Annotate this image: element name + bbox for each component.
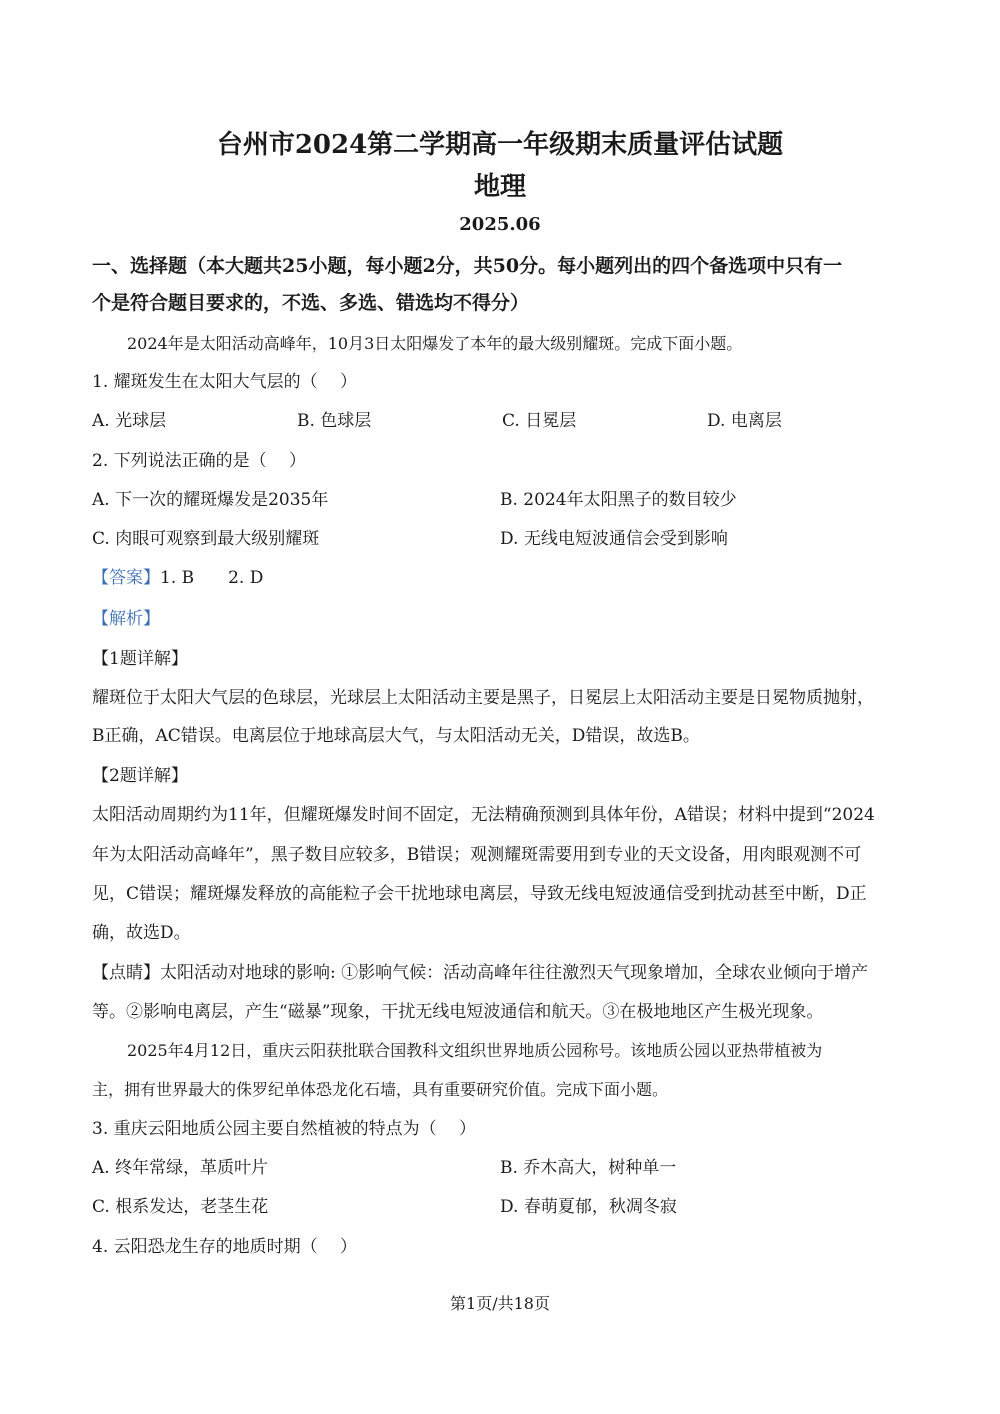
exam-date: 2025.06 xyxy=(459,214,541,235)
question-2-stem: 2. 下列说法正确的是（ ） xyxy=(92,451,307,471)
question-2-options-row1 xyxy=(92,488,912,512)
question-3-stem: 3. 重庆云阳地质公园主要自然植被的特点为（ ） xyxy=(92,1119,477,1139)
question-3-options-row1 xyxy=(92,1156,912,1180)
subject-title: 地理 xyxy=(473,172,526,202)
tip-line: 【点睛】太阳活动对地球的影响: ①影响气候：活动高峰年往往激烈天气现象增加，全球农业倾向于增产 xyxy=(92,963,869,983)
q2-option-b: B. 2024年太阳黑子的数目较少 xyxy=(500,490,737,510)
q1-option-c: C. 日冕层 xyxy=(502,411,577,431)
detail-2-label: 【2题详解】 xyxy=(92,766,188,786)
passage-2-line: 主，拥有世界最大的侏罗纪单体恐龙化石墙，具有重要研究价值。完成下面小题。 xyxy=(92,1080,669,1099)
answer-text: 1. B 2. D xyxy=(160,568,264,588)
detail-2-line: 见，C错误；耀斑爆发释放的高能粒子会干扰地球电离层，导致无线电短波通信受到扰动甚至中断，D正 xyxy=(92,884,867,904)
answer-label: 【答案】 xyxy=(92,568,160,588)
question-3-options-row2 xyxy=(92,1195,912,1219)
q3-option-c: C. 根系发达，老茎生花 xyxy=(92,1197,269,1217)
exam-title: 台州市2024第二学期高一年级期末质量评估试题 xyxy=(216,130,784,160)
passage-1: 2024年是太阳活动高峰年，10月3日太阳爆发了本年的最大级别耀斑。完成下面小题。 xyxy=(127,334,743,353)
question-2-options-row2 xyxy=(92,527,912,551)
q1-option-a: A. 光球层 xyxy=(92,411,167,431)
q2-option-a: A. 下一次的耀斑爆发是2035年 xyxy=(92,490,329,510)
passage-2-line: 2025年4月12日，重庆云阳获批联合国教科文组织世界地质公园称号。该地质公园以亚热带植被为 xyxy=(127,1041,823,1060)
detail-2-line: 太阳活动周期约为11年，但耀斑爆发时间不固定，无法精确预测到具体年份，A错误；材料中提到“2024 xyxy=(92,805,875,825)
q2-option-c: C. 肉眼可观察到最大级别耀斑 xyxy=(92,529,320,549)
section-heading-line2: 个是符合题目要求的，不选、多选、错选均不得分） xyxy=(92,292,530,314)
question-1-options xyxy=(92,409,912,433)
answer-line xyxy=(92,566,263,590)
q1-option-d: D. 电离层 xyxy=(707,411,782,431)
detail-2-line: 确，故选D。 xyxy=(92,923,191,943)
q3-option-a: A. 终年常绿，革质叶片 xyxy=(92,1158,269,1178)
detail-1-label: 【1题详解】 xyxy=(92,649,188,669)
detail-1-line: B正确，AC错误。电离层位于地球高层大气，与太阳活动无关，D错误，故选B。 xyxy=(92,726,700,746)
question-4-stem: 4. 云阳恐龙生存的地质时期（ ） xyxy=(92,1237,358,1257)
q3-option-d: D. 春萌夏郁，秋凋冬寂 xyxy=(500,1197,677,1217)
section-heading-line1: 一、选择题（本大题共25小题，每小题2分，共50分。每小题列出的四个备选项中只有一 xyxy=(92,255,843,277)
q2-option-d: D. 无线电短波通信会受到影响 xyxy=(500,529,728,549)
question-1-stem: 1. 耀斑发生在太阳大气层的（ ） xyxy=(92,372,358,392)
tip-line: 等。②影响电离层，产生“磁暴”现象，干扰无线电短波通信和航天。③在极地地区产生极光现象。 xyxy=(92,1002,824,1022)
detail-1-line: 耀斑位于太阳大气层的色球层，光球层上太阳活动主要是黑子，日冕层上太阳活动主要是日冕物质抛射， xyxy=(92,688,874,708)
detail-2-line: 年为太阳活动高峰年”，黑子数目应较多，B错误；观测耀斑需要用到专业的天文设备，用肉眼观测不可 xyxy=(92,845,862,865)
page-footer: 第1页/共18页 xyxy=(450,1294,550,1313)
q3-option-b: B. 乔木高大，树种单一 xyxy=(500,1158,677,1178)
analysis-label: 【解析】 xyxy=(92,609,160,629)
q1-option-b: B. 色球层 xyxy=(297,411,372,431)
